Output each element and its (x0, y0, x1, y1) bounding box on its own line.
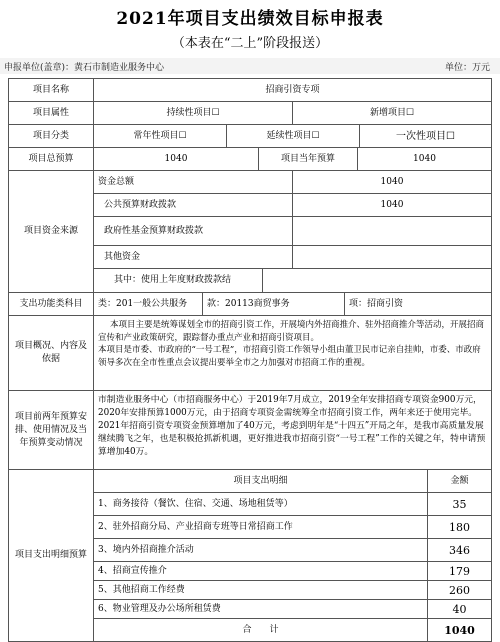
history-text: 市制造业服务中心（市招商服务中心）于2019年7月成立，2019全年安排招商专项资金900万元，2020年安排预算1000万元，由于招商专项资金需统筹全市招商引资工作，两年来还于使用完毕。2021年招商引资专项资金预算增加了40万元，考虑到明年是“十四五”开局之年，是我市高质量发展继续腾飞之年，也是积极抢抓新机遇，更好推进我市招商引资“一号工程”工作的关键之年，特申请预算增加40万。 (93, 390, 492, 470)
func-subject-section: 款：20113商贸事务 (202, 292, 345, 316)
form-subtitle: （本表在“二上”阶段报送） (171, 36, 329, 51)
detail-row-amount: 346 (427, 538, 492, 562)
label-detail-budget: 项目支出明细预算 (8, 469, 94, 642)
value-total-budget: 1040 (93, 147, 259, 171)
detail-row-amount: 40 (427, 599, 492, 619)
checkbox-ongoing-project[interactable]: 持续性项目☐ (93, 101, 293, 125)
value-other-funds (292, 245, 492, 269)
checkbox-regular-project[interactable]: 常年性项目☐ (93, 124, 227, 148)
value-project-name: 招商引资专项 (93, 78, 492, 102)
detail-row-item: 5、其他招商工作经费 (93, 580, 428, 600)
unit-label: 单位：万元 (444, 63, 490, 73)
value-funding-total: 1040 (292, 170, 492, 194)
value-gov-fund (292, 216, 492, 246)
form-title: 2021年项目支出绩效目标申报表 (116, 9, 384, 29)
detail-row-item: 6、物业管理及办公场所租赁费 (93, 599, 428, 619)
value-current-budget: 1040 (357, 147, 492, 171)
detail-row-item: 4、招商宣传推介 (93, 561, 428, 581)
label-project-attr: 项目属性 (8, 101, 94, 125)
label-current-budget: 项目当年预算 (258, 147, 358, 171)
detail-row-amount: 179 (427, 561, 492, 581)
meta-row (0, 58, 500, 74)
label-prior-year-balance: 其中：使用上年度财政拨款结 (93, 268, 263, 293)
checkbox-extended-project[interactable]: 延续性项目☐ (226, 124, 360, 148)
detail-row-item: 2、驻外招商分局、产业招商专班等日常招商工作 (93, 515, 428, 539)
overview-text: 本项目主要是统筹谋划全市的招商引资工作，开展境内外招商推介、驻外招商推介等活动，开展招商宣传和产业政策研究，跟踪督办重点产业和招商引资项目。 本项目是市委、市政府的“一号工程”，市招商引资工作领导小组由董卫民市记亲自挂帅，市委、市政府领导多次在全市性重点会议提出要举全市之力加强对市招商工作的重视。 (93, 315, 492, 391)
label-funding-source: 项目资金来源 (8, 170, 94, 293)
detail-total-value: 1040 (427, 618, 492, 642)
label-overview: 项目概况、内容及依据 (8, 315, 94, 391)
reporting-unit: 申报单位(盖章)：黄石市制造业服务中心 (4, 63, 165, 73)
func-subject-item: 项：招商引资 (344, 292, 492, 316)
label-project-category: 项目分类 (8, 124, 94, 148)
detail-row-amount: 260 (427, 580, 492, 600)
label-public-budget: 公共预算财政拨款 (93, 193, 293, 217)
label-total-budget: 项目总预算 (8, 147, 94, 171)
detail-row-amount: 35 (427, 492, 492, 516)
label-funding-total: 资金总额 (93, 170, 293, 194)
label-project-name: 项目名称 (8, 78, 94, 102)
detail-row-item: 3、境内外招商推介活动 (93, 538, 428, 562)
detail-row-item: 1、商务接待（餐饮、住宿、交通、场地租赁等） (93, 492, 428, 516)
func-subject-class: 类：201一般公共服务 (93, 292, 203, 316)
detail-header-item: 项目支出明细 (93, 469, 428, 493)
checkbox-onetime-project[interactable]: 一次性项目☐ (359, 124, 492, 148)
label-gov-fund: 政府性基金预算财政拨款 (93, 216, 293, 246)
detail-total-label: 合 计 (93, 618, 428, 642)
label-history: 项目前两年预算安排、使用情况及当年预算变动情况 (8, 390, 94, 470)
value-public-budget: 1040 (292, 193, 492, 217)
detail-row-amount: 180 (427, 515, 492, 539)
value-prior-year-balance (262, 268, 492, 293)
detail-header-amount: 金额 (427, 469, 492, 493)
label-other-funds: 其他资金 (93, 245, 293, 269)
checkbox-new-project[interactable]: 新增项目☐ (292, 101, 492, 125)
label-func-subject: 支出功能类科目 (8, 292, 94, 316)
